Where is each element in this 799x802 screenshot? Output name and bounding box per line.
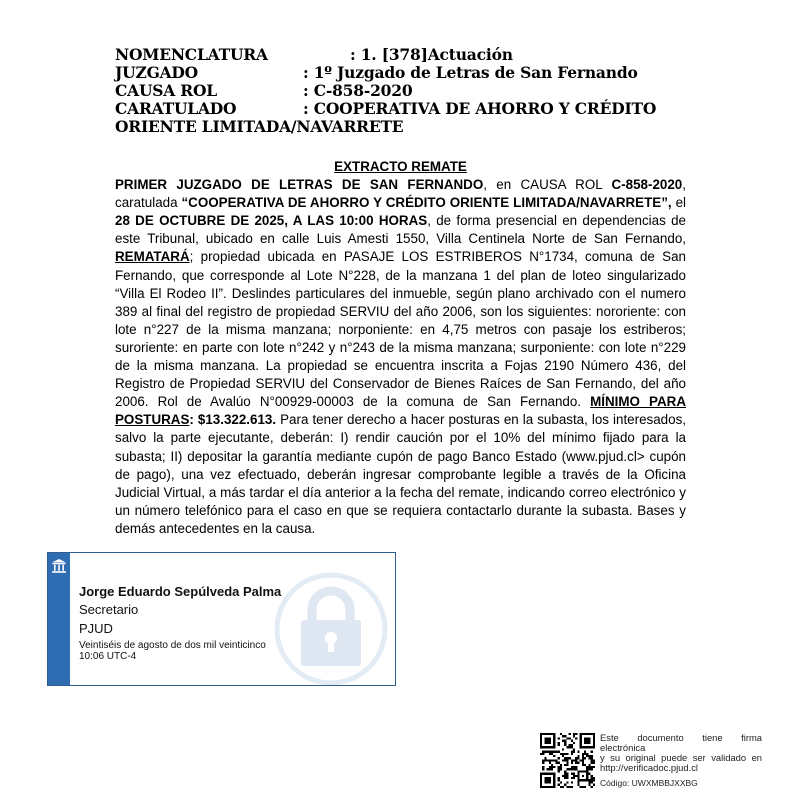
qr-code-icon[interactable]	[540, 733, 595, 788]
header-label: CAUSA ROL	[115, 81, 217, 100]
header-value: : COOPERATIVA DE AHORRO Y CRÉDITO	[303, 99, 657, 118]
header-value: : 1º Juzgado de Letras de San Fernando	[303, 63, 638, 82]
header-row-caratulado	[115, 100, 675, 118]
signature-date: Veintiséis de agosto de dos mil veinticinco	[79, 640, 266, 651]
signature-sidebar	[48, 553, 70, 685]
minimum-bid-label: MÍNIMO PARA POSTURAS	[115, 394, 686, 428]
text-run: el	[671, 195, 686, 211]
signature-time: 10:06 UTC-4	[79, 651, 137, 662]
verification-line: Este documento tiene firma electrónica	[600, 732, 762, 753]
minimum-bid-amount: : $13.322.613.	[189, 412, 277, 428]
text-run: Para tener derecho a hacer posturas en la subasta, los interesados, salvo la parte ejecutante, deberán: I) rendir caución por el 10% del mínimo fijado para la subasta; II) depositar la garantía mediante cupón de pago Banco Estado (www.pjud.cl> cupón de pago), una vez efectuado, deberán ingresar comprobante legible a través de la Oficina Judicial Virtual, a más tardar el día anterior a la fecha del remate, indicando correo electrónico y un número telefónico para el caso en que se requiera contactarlo durante la subasta. Bases y demás antecedentes en la causa.	[115, 412, 686, 536]
extract-section	[115, 158, 686, 538]
signature-block	[47, 552, 396, 686]
auction-datetime: 28 DE OCTUBRE DE 2025, A LAS 10:00 HORAS	[115, 213, 428, 229]
verification-line: y su original puede ser validado en	[600, 752, 762, 763]
text-run: , de forma presencial en dependencias de este Tribunal, ubicado en calle Luis Amesti 1550, Villa Centinela Norte de San Fernando,	[115, 213, 686, 247]
signer-role: Secretario	[79, 602, 139, 617]
header-value: : C-858-2020	[303, 81, 413, 100]
header-continuation: ORIENTE LIMITADA/NAVARRETE	[115, 117, 404, 136]
header-row-nomenclatura	[115, 46, 675, 64]
verification-url[interactable]: http://verificadoc.pjud.cl	[600, 762, 698, 773]
verification-block	[540, 733, 762, 793]
verification-code: Código: UWXMBBJXXBG	[600, 778, 698, 788]
padlock-icon	[272, 570, 390, 686]
signer-details	[79, 583, 281, 662]
extract-paragraph	[115, 176, 686, 538]
case-number: C-858-2020	[611, 177, 683, 193]
header-row-juzgado	[115, 64, 675, 82]
case-caption: “COOPERATIVA DE AHORRO Y CRÉDITO ORIENTE LIMITADA/NAVARRETE”,	[181, 195, 672, 211]
header-label: NOMENCLATURA	[115, 45, 268, 64]
text-run: , caratulada	[115, 177, 686, 211]
text-run: , en CAUSA ROL	[483, 177, 612, 193]
text-run: ; propiedad ubicada en PASAJE LOS ESTRIBEROS N°1734, comuna de San Fernando, que corresponde al Lote N°228, de la manzana 1 del plan de loteo singularizado “Villa El Rodeo II”. Deslindes particulares del inmueble, según plano archivado con el numero 389 al final del registro de propiedad SERVIU del año 2006, son los siguientes: nororiente: con lote n°227 de la misma manzana; norponiente: en 4,75 metros con pasaje los estriberos; suroriente: en parte con lote n°242 y n°243 de la misma manzana; surponiente: con lote n°229 de la misma manzana. La propiedad se encuentra inscrita a Fojas 2190 Número 436, del Registro de Propiedad SERVIU del Conservador de Bienes Raíces de San Fernando, del año 2006. Rol de Avalúo N°00929-00003 de la comuna de San Fernando.	[115, 249, 686, 410]
header-row-causa-rol	[115, 82, 675, 100]
header-value: : 1. [378]Actuación	[350, 45, 513, 64]
signer-org: PJUD	[79, 621, 113, 636]
header-label: JUZGADO	[115, 63, 198, 82]
court-name: PRIMER JUZGADO DE LETRAS DE SAN FERNANDO	[115, 177, 484, 193]
header-label: CARATULADO	[115, 99, 237, 118]
extract-title: EXTRACTO REMATE	[334, 159, 467, 174]
verification-text	[600, 733, 762, 773]
courthouse-icon	[51, 558, 67, 574]
case-header	[115, 46, 675, 136]
signer-name: Jorge Eduardo Sepúlveda Palma	[79, 584, 282, 599]
rematara-label: REMATARÁ	[115, 249, 190, 265]
header-row-continuation	[115, 118, 675, 136]
